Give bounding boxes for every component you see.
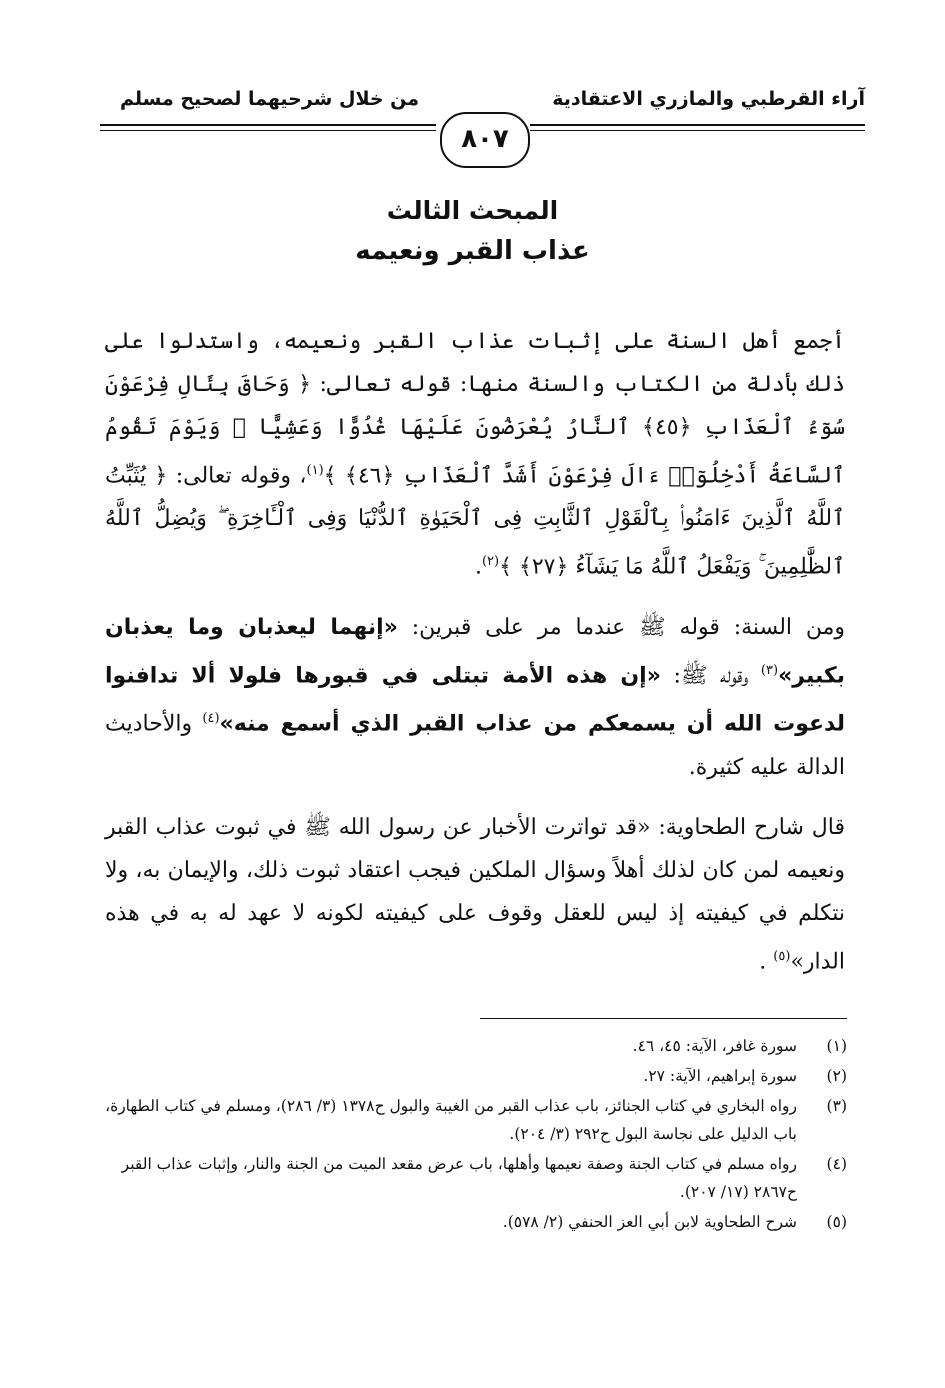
running-header — [100, 88, 865, 178]
paragraph-text: . — [474, 554, 482, 580]
paragraph-text: قال شارح الطحاوية: «قد تواترت الأخبار عن رسول الله ﷺ في ثبوت عذاب القبر ونعيمه لمن كان لذلك أهلاً وسؤال الملكين فيجب اعتقاد ثبوت ذلك، والإيمان به، ولا نتكلم في كيفيته إذ ليس للعقل وقوف على كيفيته لكونه لا عهد له به في هذه الدار» — [105, 815, 845, 975]
footnote-text: سورة غافر، الآية: ٤٥، ٤٦. — [632, 1037, 797, 1055]
paragraph-consensus — [105, 320, 845, 589]
footnote-item — [105, 1062, 847, 1090]
paragraph-text: والأحاديث الدالة عليه كثيرة. — [105, 711, 845, 780]
header-book-title: آراء القرطبي والمازري الاعتقادية — [552, 88, 865, 110]
paragraph-tahawiyya — [105, 806, 845, 983]
footnote-text: رواه البخاري في كتاب الجنائز، باب عذاب القبر من الغيبة والبول ح١٣٧٨ (٣/ ٢٨٦)، ومسلم في كتاب الطهارة، باب الدليل على نجاسة البول ح٢٩٢ (٣/ ٢٠٤). — [105, 1097, 797, 1143]
footnote-ref[interactable]: (١) — [306, 463, 324, 478]
footnotes — [105, 1032, 847, 1238]
header-rule-right — [530, 124, 865, 126]
footnote-text: سورة إبراهيم، الآية: ٢٧. — [643, 1067, 797, 1085]
header-rule-left-thin — [100, 130, 436, 131]
footnote-text: شرح الطحاوية لابن أبي العز الحنفي (٢/ ٥٧٨). — [502, 1213, 797, 1231]
footnote-ref[interactable]: (٢) — [481, 554, 500, 570]
hadith-quote: «إنهما ليعذبان وما يعذبان بكبير» — [105, 615, 845, 689]
header-subtitle: من خلال شرحيهما لصحيح مسلم — [120, 88, 420, 110]
footnote-ref[interactable]: (٥) — [773, 949, 791, 964]
footnote-number: (١) — [826, 1037, 847, 1055]
quran-verse: ﴿ وَحَاقَ بِئَالِ فِرْعَوْنَ سُوٓءُ ٱلْعَذَابِ ﴿٤٥﴾ ٱلنَّارُ يُعْرَضُونَ عَلَيْهَا غُدُوًّا وَعَشِيًّا ۖ وَيَوْمَ تَقُومُ ٱلسَّاعَةُ أَدْخِلُوٓا۟ ءَالَ فِرْعَوْنَ أَشَدَّ ٱلْعَذَابِ ﴿٤٦﴾ ﴾ — [105, 372, 845, 489]
footnote-item — [105, 1032, 847, 1060]
paragraph-sunnah — [105, 606, 845, 789]
footnote-number: (٥) — [826, 1213, 847, 1231]
footnote-number: (٣) — [826, 1097, 847, 1115]
footnote-text: رواه مسلم في كتاب الجنة وصفة نعيمها وأهلها، باب عرض مقعد الميت من الجنة والنار، وإثبات عذاب القبر ح٢٨٦٧ (١٧/ ٢٠٧). — [121, 1155, 797, 1201]
footnote-number: (٤) — [826, 1155, 847, 1173]
hadith-quote: «إن هذه الأمة تبتلى في قبورها فلولا ألا تدافنوا لدعوت الله أن يسمعكم من عذاب القبر الذي أسمع منه» — [105, 663, 845, 737]
paragraph-text: . — [759, 949, 774, 975]
footnote-separator — [480, 1018, 847, 1019]
section-title: المبحث الثالث — [386, 196, 559, 225]
paragraph-text: ، وقوله تعالى: — [167, 463, 307, 489]
paragraph-text: وقوله ﷺ: — [660, 663, 761, 689]
footnote-ref[interactable]: (٤) — [202, 711, 220, 727]
paragraph-text: ومن السنة: قوله ﷺ عندما مر على قبرين: — [397, 615, 845, 640]
header-rule-left — [100, 124, 436, 126]
footnote-number: (٢) — [826, 1067, 847, 1085]
footnote-item — [105, 1150, 847, 1206]
header-rule-right-thin — [530, 130, 865, 131]
paragraph-text: أجمع أهل السنة على إثبات عذاب القبر ونعيمه، واستدلوا على ذلك بأدلة من الكتاب والسنة منها: قوله تعالى: — [105, 329, 845, 397]
footnote-ref[interactable]: (٣) — [760, 663, 779, 678]
section-subtitle: عذاب القبر ونعيمه — [355, 236, 590, 266]
page-number: ٨٠٧ — [440, 112, 530, 168]
footnote-item — [105, 1208, 847, 1236]
quran-verse: ﴿ يُثَبِّتُ ٱللَّهُ ٱلَّذِينَ ءَامَنُوا۟ بِٱلْقَوْلِ ٱلثَّابِتِ فِى ٱلْحَيَوٰةِ ٱلدُّنْيَا وَفِى ٱلْـَٔاخِرَةِ ۖ وَيُضِلُّ ٱللَّهُ ٱلظَّٰلِمِينَ ۚ وَيَفْعَلُ ٱللَّهُ مَا يَشَآءُ ﴿٢٧﴾ ﴾ — [105, 463, 845, 580]
footnote-item — [105, 1092, 847, 1148]
